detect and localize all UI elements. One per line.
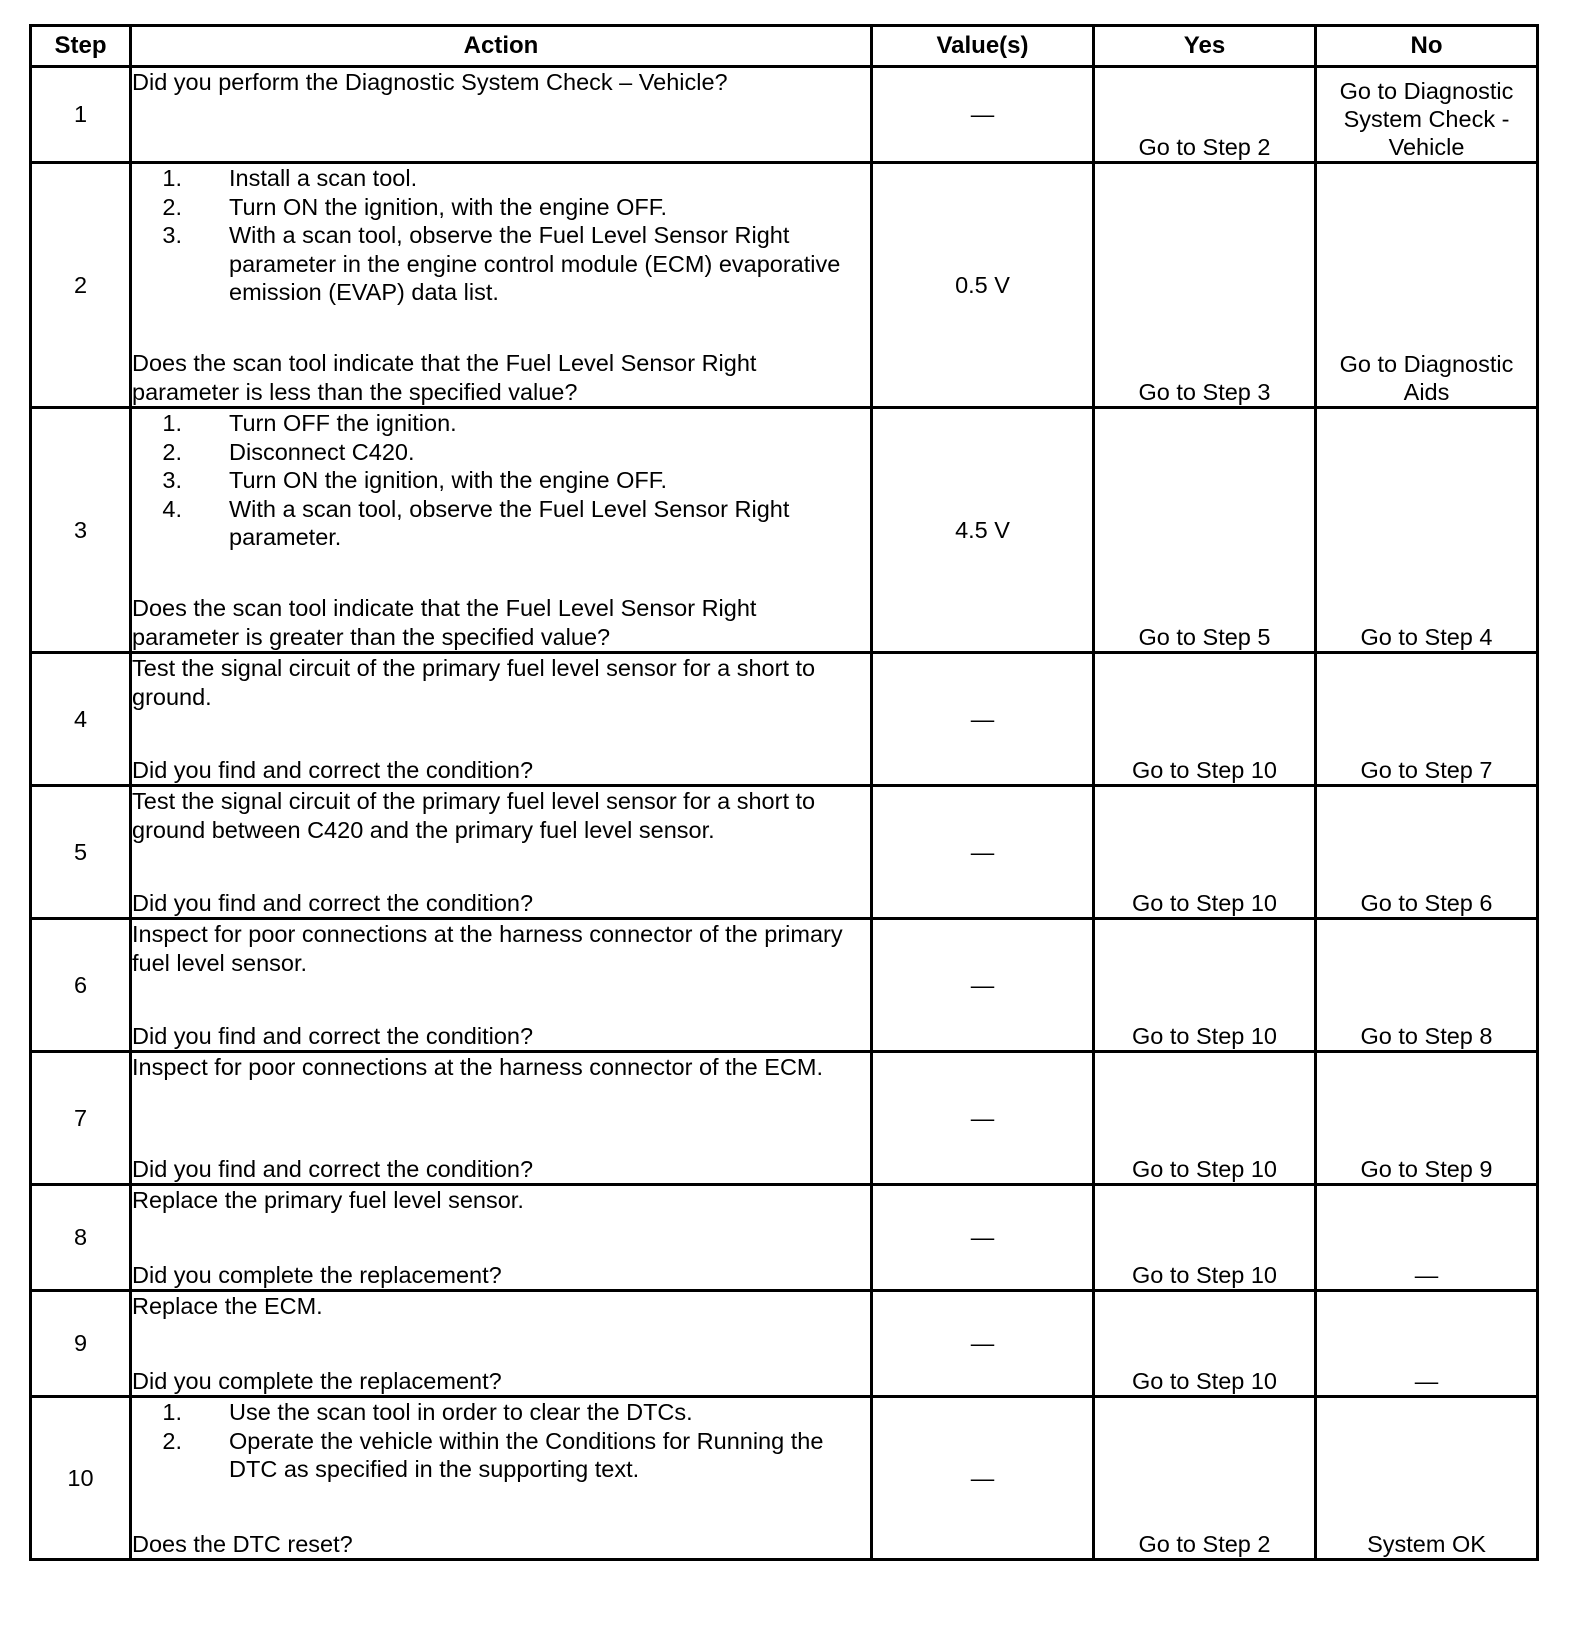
action-step-item	[132, 221, 870, 307]
action-instructions	[132, 164, 870, 307]
action-question: Did you find and correct the condition?	[132, 756, 534, 783]
action-content	[132, 1292, 870, 1395]
yes-cell: Go to Step 2	[1094, 1397, 1316, 1560]
action-step-number: 2.	[162, 193, 182, 220]
action-content	[132, 68, 870, 161]
step-number: 6	[31, 919, 131, 1052]
action-instructions	[132, 1398, 870, 1484]
no-cell: Go to Step 4	[1316, 408, 1538, 653]
step-number: 2	[31, 163, 131, 408]
header-action: Action	[131, 26, 872, 67]
action-cell	[131, 163, 872, 408]
step-number: 3	[31, 408, 131, 653]
yes-cell: Go to Step 3	[1094, 163, 1316, 408]
action-steps-list	[132, 1398, 870, 1484]
action-instructions	[132, 920, 870, 977]
value-cell: —	[872, 786, 1094, 919]
value-cell: —	[872, 1397, 1094, 1560]
action-cell	[131, 1397, 872, 1560]
yes-cell: Go to Step 10	[1094, 653, 1316, 786]
action-question: Does the scan tool indicate that the Fuel Level Sensor Right parameter is greater than the specified value?	[132, 595, 757, 650]
action-cell	[131, 786, 872, 919]
yes-cell: Go to Step 2	[1094, 67, 1316, 163]
action-instructions	[132, 787, 870, 844]
diagnostic-table	[29, 24, 1539, 1561]
table-row	[31, 1185, 1538, 1291]
action-step-item	[132, 1398, 870, 1427]
action-cell	[131, 1291, 872, 1397]
header-values: Value(s)	[872, 26, 1094, 67]
action-step-text: Turn ON the ignition, with the engine OFF.	[229, 193, 668, 220]
action-question: Did you complete the replacement?	[132, 1367, 502, 1394]
yes-cell: Go to Step 10	[1094, 1052, 1316, 1185]
action-step-number: 1.	[162, 1399, 182, 1425]
value-cell: —	[872, 67, 1094, 163]
action-step-text: Turn ON the ignition, with the engine OFF.	[229, 467, 668, 493]
header-no: No	[1316, 26, 1538, 67]
step-number: 4	[31, 653, 131, 786]
action-intro: Replace the ECM.	[132, 1293, 323, 1319]
step-number: 7	[31, 1052, 131, 1185]
action-content	[132, 1186, 870, 1289]
action-cell	[131, 919, 872, 1052]
value-cell: —	[872, 919, 1094, 1052]
step-number: 1	[31, 67, 131, 163]
header-row	[31, 26, 1538, 67]
step-number: 9	[31, 1291, 131, 1397]
no-cell: Go to Step 8	[1316, 919, 1538, 1052]
action-step-item	[132, 409, 870, 438]
action-step-number: 2.	[162, 1427, 182, 1454]
no-cell: Go to Step 6	[1316, 786, 1538, 919]
action-steps-list	[132, 164, 870, 307]
action-intro: Test the signal circuit of the primary fuel level sensor for a short to ground between C420 and the primary fuel level sensor.	[132, 788, 816, 843]
value-cell: —	[872, 1052, 1094, 1185]
action-step-number: 2.	[162, 438, 182, 465]
action-step-text: Operate the vehicle within the Conditions for Running the DTC as specified in the supporting text.	[229, 1427, 824, 1482]
action-intro: Replace the primary fuel level sensor.	[132, 1187, 524, 1213]
action-step-text: Use the scan tool in order to clear the DTCs.	[229, 1399, 693, 1425]
action-step-text: With a scan tool, observe the Fuel Level Sensor Right parameter.	[229, 495, 790, 550]
step-number: 5	[31, 786, 131, 919]
action-step-item	[132, 466, 870, 495]
action-cell	[131, 1052, 872, 1185]
action-content	[132, 1398, 870, 1558]
yes-cell: Go to Step 10	[1094, 919, 1316, 1052]
action-step-item	[132, 438, 870, 467]
action-content	[132, 787, 870, 917]
header-step: Step	[31, 26, 131, 67]
action-question: Did you find and correct the condition?	[132, 1022, 534, 1049]
value-cell: —	[872, 1291, 1094, 1397]
action-step-number: 3.	[162, 222, 182, 248]
action-intro: Test the signal circuit of the primary fuel level sensor for a short to ground.	[132, 655, 816, 710]
value-cell: 0.5 V	[872, 163, 1094, 408]
action-question: Does the DTC reset?	[132, 1530, 353, 1557]
action-intro: Did you perform the Diagnostic System Check – Vehicle?	[132, 69, 728, 95]
yes-cell: Go to Step 10	[1094, 786, 1316, 919]
action-step-number: 1.	[162, 165, 182, 191]
action-cell	[131, 67, 872, 163]
yes-cell: Go to Step 10	[1094, 1185, 1316, 1291]
action-question: Does the scan tool indicate that the Fuel Level Sensor Right parameter is less than the specified value?	[132, 350, 757, 405]
action-step-item	[132, 495, 870, 552]
action-step-item	[132, 164, 870, 193]
value-cell: —	[872, 653, 1094, 786]
action-question: Did you find and correct the condition?	[132, 889, 534, 916]
action-cell	[131, 1185, 872, 1291]
yes-cell: Go to Step 10	[1094, 1291, 1316, 1397]
table-row	[31, 408, 1538, 653]
value-cell: 4.5 V	[872, 408, 1094, 653]
action-content	[132, 1053, 870, 1183]
action-instructions	[132, 1186, 870, 1215]
action-question: Did you complete the replacement?	[132, 1261, 502, 1288]
action-cell	[131, 653, 872, 786]
action-content	[132, 164, 870, 406]
step-number: 10	[31, 1397, 131, 1560]
action-content	[132, 920, 870, 1050]
action-step-number: 1.	[162, 410, 182, 436]
action-content	[132, 409, 870, 651]
action-instructions	[132, 409, 870, 552]
no-cell: Go to Step 7	[1316, 653, 1538, 786]
table-row	[31, 1397, 1538, 1560]
action-instructions	[132, 1292, 870, 1321]
no-cell: —	[1316, 1185, 1538, 1291]
action-content	[132, 654, 870, 784]
no-cell: Go to Step 9	[1316, 1052, 1538, 1185]
action-step-text: Turn OFF the ignition.	[229, 410, 457, 436]
action-question: Did you find and correct the condition?	[132, 1155, 534, 1182]
header-yes: Yes	[1094, 26, 1316, 67]
action-instructions	[132, 654, 870, 711]
action-step-item	[132, 193, 870, 222]
action-steps-list	[132, 409, 870, 552]
action-step-number: 4.	[162, 495, 182, 522]
action-step-text: Disconnect C420.	[229, 438, 415, 465]
table-row	[31, 653, 1538, 786]
step-number: 8	[31, 1185, 131, 1291]
action-step-item	[132, 1427, 870, 1484]
yes-cell: Go to Step 5	[1094, 408, 1316, 653]
action-cell	[131, 408, 872, 653]
action-instructions	[132, 1053, 870, 1082]
action-step-text: With a scan tool, observe the Fuel Level Sensor Right parameter in the engine control module (ECM) evaporative emission (EVAP) data list.	[229, 222, 841, 305]
action-step-number: 3.	[162, 467, 182, 493]
no-cell: Go to Diagnostic System Check - Vehicle	[1316, 67, 1538, 163]
table-row	[31, 1291, 1538, 1397]
table-row	[31, 919, 1538, 1052]
action-intro: Inspect for poor connections at the harness connector of the ECM.	[132, 1054, 824, 1080]
table-row	[31, 1052, 1538, 1185]
value-cell: —	[872, 1185, 1094, 1291]
no-cell: Go to Diagnostic Aids	[1316, 163, 1538, 408]
table-row	[31, 67, 1538, 163]
action-instructions	[132, 68, 870, 97]
no-cell: System OK	[1316, 1397, 1538, 1560]
no-cell: —	[1316, 1291, 1538, 1397]
action-intro: Inspect for poor connections at the harness connector of the primary fuel level sensor.	[132, 921, 843, 976]
action-step-text: Install a scan tool.	[229, 165, 418, 191]
table-row	[31, 786, 1538, 919]
table-row	[31, 163, 1538, 408]
